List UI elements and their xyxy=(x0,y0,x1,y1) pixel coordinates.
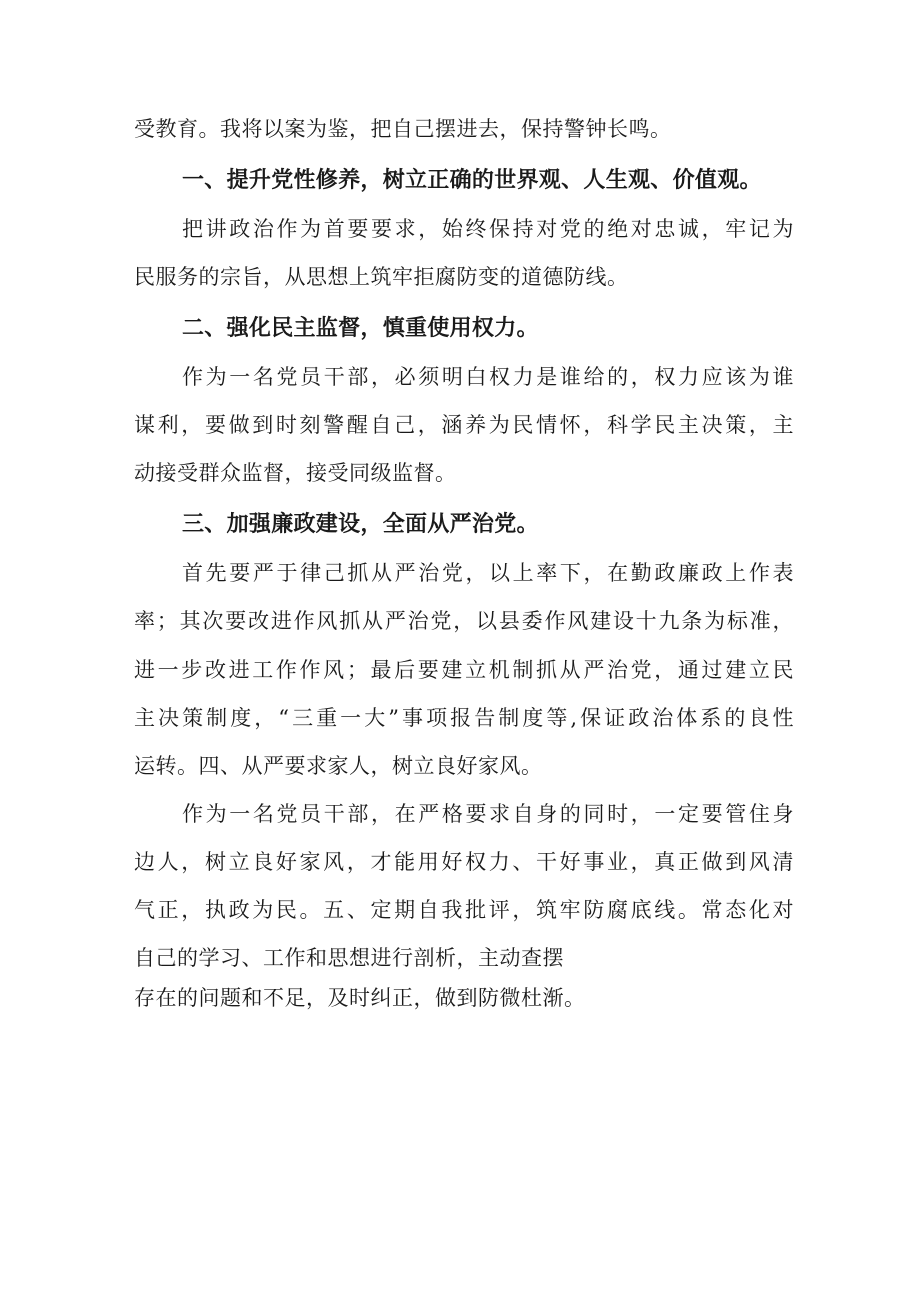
section-3-line-1: 首先要严于律己抓从严治党，以上率下，在勤政廉政上作表 xyxy=(182,561,794,585)
section-4-line-5: 存在的问题和不足，及时纠正，做到防微杜渐。 xyxy=(134,986,586,1010)
section-2-line-1: 作为一名党员干部，必须明白权力是谁给的，权力应该为谁 xyxy=(182,365,794,389)
section-1-heading: 一、提升党性修养，树立正确的世界观、人生观、价值观。 xyxy=(182,168,762,193)
section-4-line-3: 气正，执政为民。五、定期自我批评，筑牢防腐底线。常态化对 xyxy=(134,898,794,922)
section-3-line-3: 进一步改进工作作风；最后要建立机制抓从严治党，通过建立民 xyxy=(134,658,794,682)
section-1-line-1: 把讲政治作为首要要求，始终保持对党的绝对忠诚，牢记为 xyxy=(182,217,794,241)
section-1-line-2: 民服务的宗旨，从思想上筑牢拒腐防变的道德防线。 xyxy=(134,265,629,289)
section-2-line-3: 动接受群众监督，接受同级监督。 xyxy=(134,461,457,485)
section-4-line-1: 作为一名党员干部，在严格要求自身的同时，一定要管住身 xyxy=(182,802,794,826)
section-3-heading: 三、加强廉政建设，全面从严治党。 xyxy=(182,512,539,537)
section-2-heading: 二、强化民主监督，慎重使用权力。 xyxy=(182,316,539,341)
section-3-line-4: 主决策制度，“三重一大”事项报告制度等,保证政治体系的良性 xyxy=(134,706,794,730)
section-4-line-2: 边人，树立良好家风，才能用好权力、干好事业，真正做到风清 xyxy=(134,850,794,874)
section-3-line-2: 率；其次要改进作风抓从严治党，以县委作风建设十九条为标准， xyxy=(134,609,794,633)
section-3-line-5: 运转。四、从严要求家人，树立良好家风。 xyxy=(134,754,543,778)
intro-line: 受教育。我将以案为鉴，把自己摆进去，保持警钟长鸣。 xyxy=(134,117,672,141)
section-2-line-2: 谋利，要做到时刻警醒自己，涵养为民情怀，科学民主决策，主 xyxy=(134,413,794,437)
section-4-line-4: 自己的学习、工作和思想进行剖析，主动查摆 xyxy=(134,946,564,970)
